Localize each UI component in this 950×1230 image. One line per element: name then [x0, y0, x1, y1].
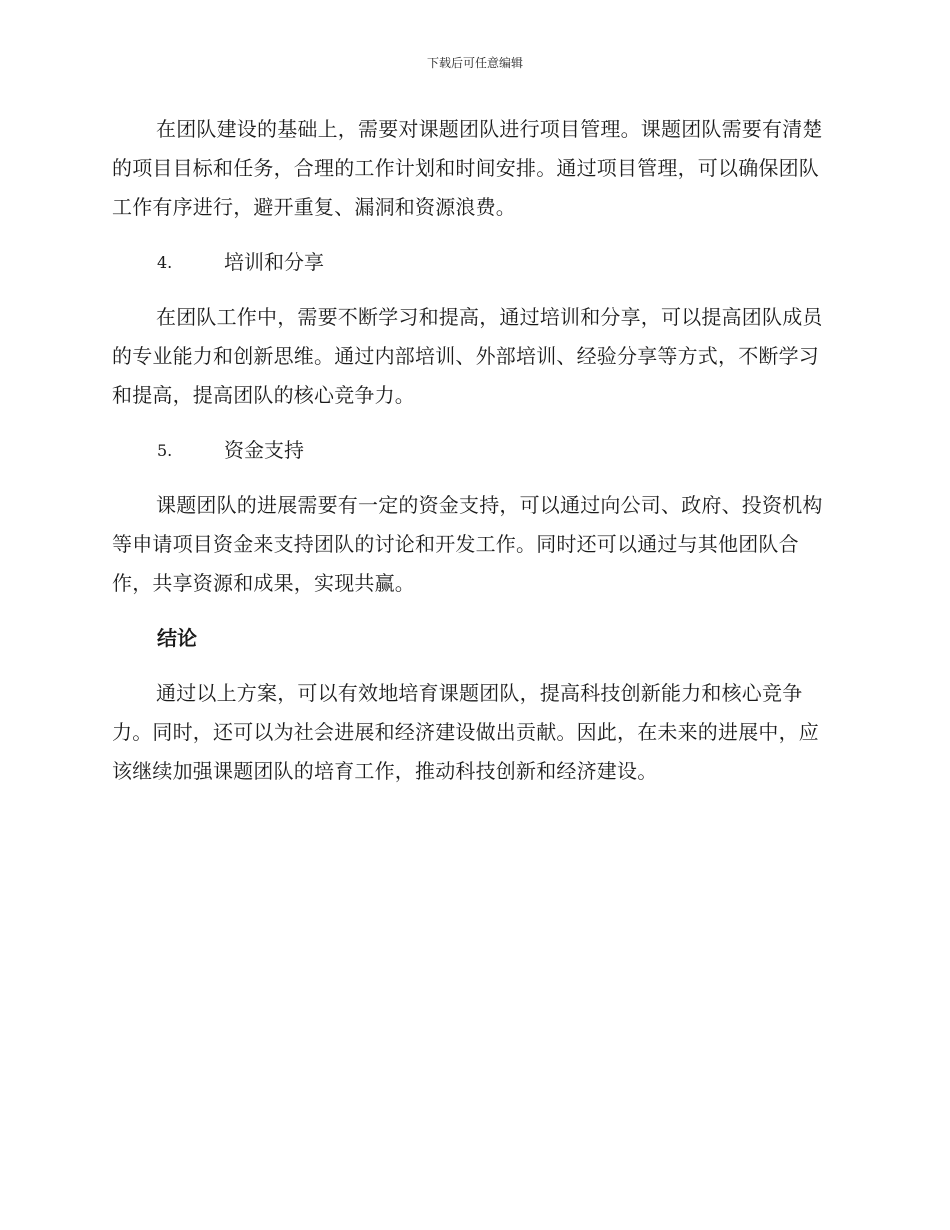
- list-item-training: [112, 243, 832, 282]
- page-header: 下载后可任意编辑: [426, 56, 523, 70]
- paragraph-conclusion: 通过以上方案，可以有效地培育课题团队，提高科技创新能力和核心竞争力。同时，还可以为社会进展和经济建设做出贡献。因此，在未来的进展中，应该继续加强课题团队的培育工作，推动科技创新和经济建设。: [112, 681, 819, 783]
- document-body: [112, 110, 832, 807]
- list-item-number: 5.: [157, 441, 173, 460]
- list-item-title: 资金支持: [224, 438, 304, 462]
- conclusion-heading: 结论: [157, 626, 197, 650]
- list-item-title: 培训和分享: [224, 250, 324, 274]
- paragraph-project-management: 在团队建设的基础上，需要对课题团队进行项目管理。课题团队需要有清楚的项目目标和任务，合理的工作计划和时间安排。通过项目管理，可以确保团队工作有序进行，避开重复、漏洞和资源浪费。: [112, 117, 823, 219]
- paragraph-training: 在团队工作中，需要不断学习和提高，通过培训和分享，可以提高团队成员的专业能力和创新思维。通过内部培训、外部培训、经验分享等方式，不断学习和提高，提高团队的核心竞争力。: [112, 305, 823, 407]
- paragraph-funding: 课题团队的进展需要有一定的资金支持，可以通过向公司、政府、投资机构等申请项目资金来支持团队的讨论和开发工作。同时还可以通过与其他团队合作，共享资源和成果，实现共赢。: [112, 493, 823, 595]
- list-item-funding: [112, 431, 832, 470]
- list-item-number: 4.: [157, 253, 173, 272]
